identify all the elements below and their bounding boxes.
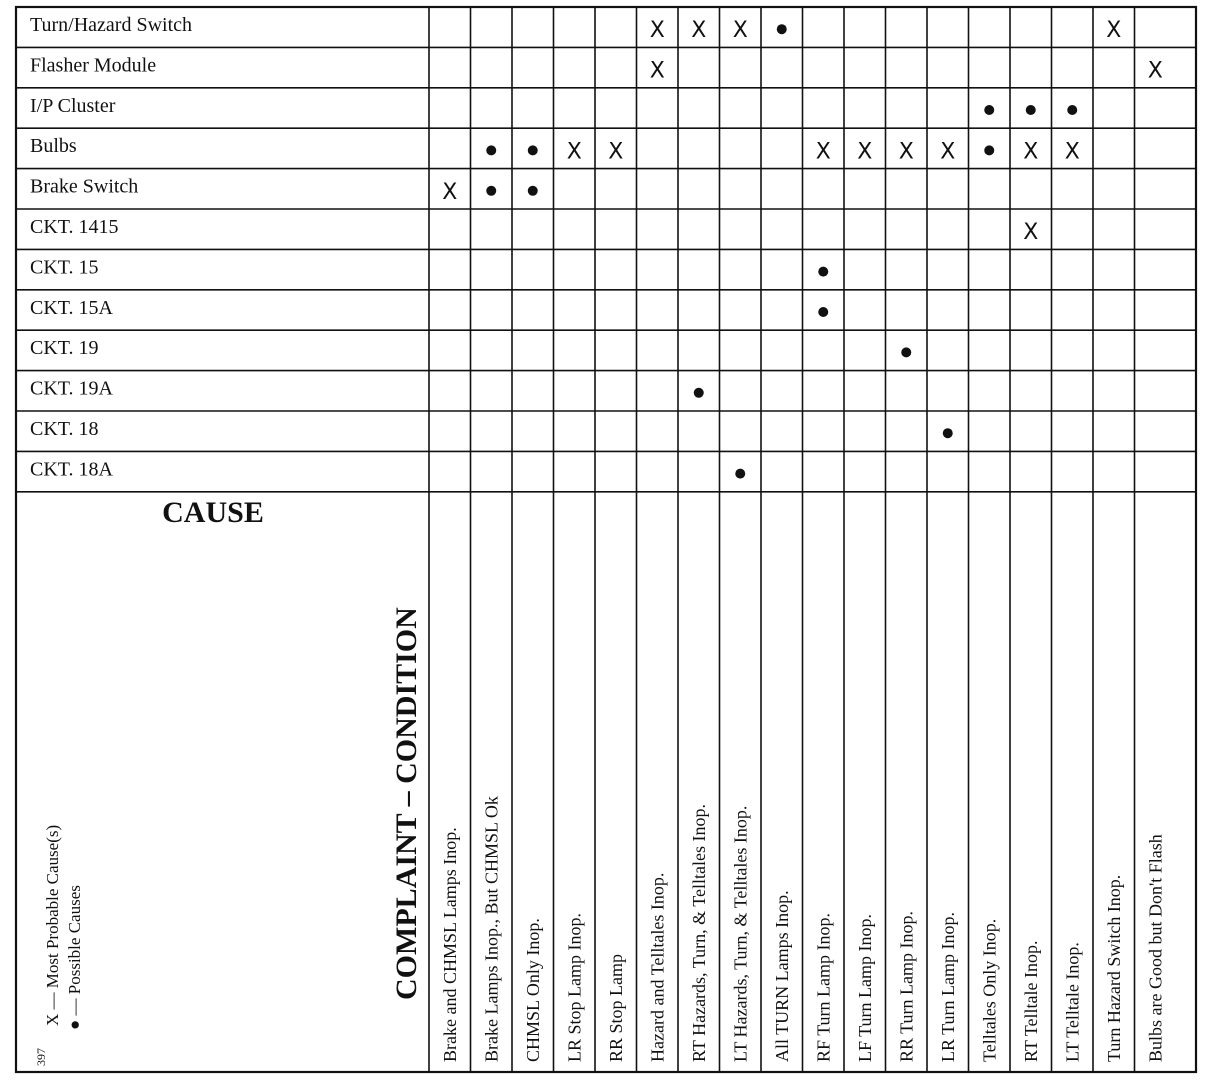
cause-row-label: Bulbs (30, 135, 77, 158)
cause-row-label: Turn/Hazard Switch (30, 14, 193, 36)
dot-mark (777, 24, 787, 34)
dot-mark (984, 145, 994, 155)
condition-column-label: Telltales Only Inop. (979, 918, 1000, 1062)
x-mark: X (608, 139, 624, 165)
condition-column-label: Brake and CHMSL Lamps Inop. (439, 827, 460, 1062)
condition-column-label: LR Turn Lamp Inop. (937, 911, 958, 1062)
dot-mark (818, 307, 828, 317)
condition-column-label: LT Hazards, Turn, & Telltales Inop. (730, 805, 751, 1062)
x-mark: X (442, 179, 458, 205)
cause-row-label: Brake Switch (30, 175, 139, 198)
x-mark: X (1023, 220, 1039, 246)
x-mark: X (1147, 58, 1163, 84)
dot-mark (1067, 105, 1077, 115)
condition-column-label: LR Stop Lamp Inop. (564, 913, 585, 1062)
x-mark: X (1023, 139, 1039, 165)
condition-column-label: LF Turn Lamp Inop. (854, 913, 875, 1062)
dot-mark (486, 145, 496, 155)
condition-column-label: RT Telltale Inop. (1020, 940, 1041, 1062)
cause-row-label: CKT. 19A (30, 377, 113, 400)
dot-mark (486, 186, 496, 196)
x-mark: X (649, 18, 665, 44)
x-mark: X (1064, 139, 1080, 165)
x-mark: X (691, 18, 707, 44)
x-mark: X (1106, 18, 1122, 44)
x-mark: X (857, 139, 873, 165)
condition-column-label: Brake Lamps Inop., But CHMSL Ok (481, 796, 502, 1062)
condition-column-label: RR Stop Lamp (605, 953, 626, 1062)
page-number: 397 (34, 1048, 48, 1066)
table-grid (16, 7, 1196, 1072)
x-mark: X (566, 139, 582, 165)
dot-mark (984, 105, 994, 115)
dot-mark (1026, 105, 1036, 115)
legend-most-probable: X — Most Probable Cause(s) (43, 824, 62, 1026)
condition-column-label: RR Turn Lamp Inop. (896, 910, 917, 1062)
cause-row-label: CKT. 18 (30, 418, 99, 440)
x-mark: X (940, 139, 956, 165)
condition-column-label: RT Hazards, Turn, & Telltales Inop. (688, 804, 709, 1062)
condition-column-label: Bulbs are Good but Don't Flash (1145, 834, 1166, 1062)
dot-mark (528, 186, 538, 196)
complaint-condition-title: COMPLAINT – CONDITION (390, 607, 423, 1000)
x-mark: X (898, 139, 914, 165)
x-mark: X (815, 139, 831, 165)
dot-mark (943, 428, 953, 438)
dot-mark (694, 388, 704, 398)
cause-title: CAUSE (162, 496, 264, 529)
cause-row-label: CKT. 1415 (30, 216, 119, 238)
x-mark: X (732, 18, 748, 44)
dot-mark (735, 469, 745, 479)
dot-mark (818, 267, 828, 277)
cause-row-label: I/P Cluster (30, 94, 116, 117)
cause-row-label: CKT. 15 (30, 256, 99, 279)
table-border (16, 7, 1196, 1072)
cause-row-label: CKT. 19 (30, 337, 99, 360)
cause-row-label: Flasher Module (30, 54, 157, 77)
condition-column-label: Hazard and Telltales Inop. (647, 872, 668, 1062)
condition-column-label: CHMSL Only Inop. (522, 918, 543, 1062)
condition-column-label: Turn Hazard Switch Inop. (1103, 874, 1124, 1062)
cause-row-label: CKT. 18A (30, 458, 113, 481)
condition-column-label: RF Turn Lamp Inop. (813, 912, 834, 1062)
legend-possible: ● — Possible Causes (65, 885, 84, 1030)
condition-column-label: LT Telltale Inop. (1062, 942, 1083, 1062)
cause-row-label: CKT. 15A (30, 296, 113, 319)
dot-mark (901, 347, 911, 357)
x-mark: X (649, 58, 665, 84)
dot-mark (528, 145, 538, 155)
condition-column-label: All TURN Lamps Inop. (771, 890, 792, 1062)
